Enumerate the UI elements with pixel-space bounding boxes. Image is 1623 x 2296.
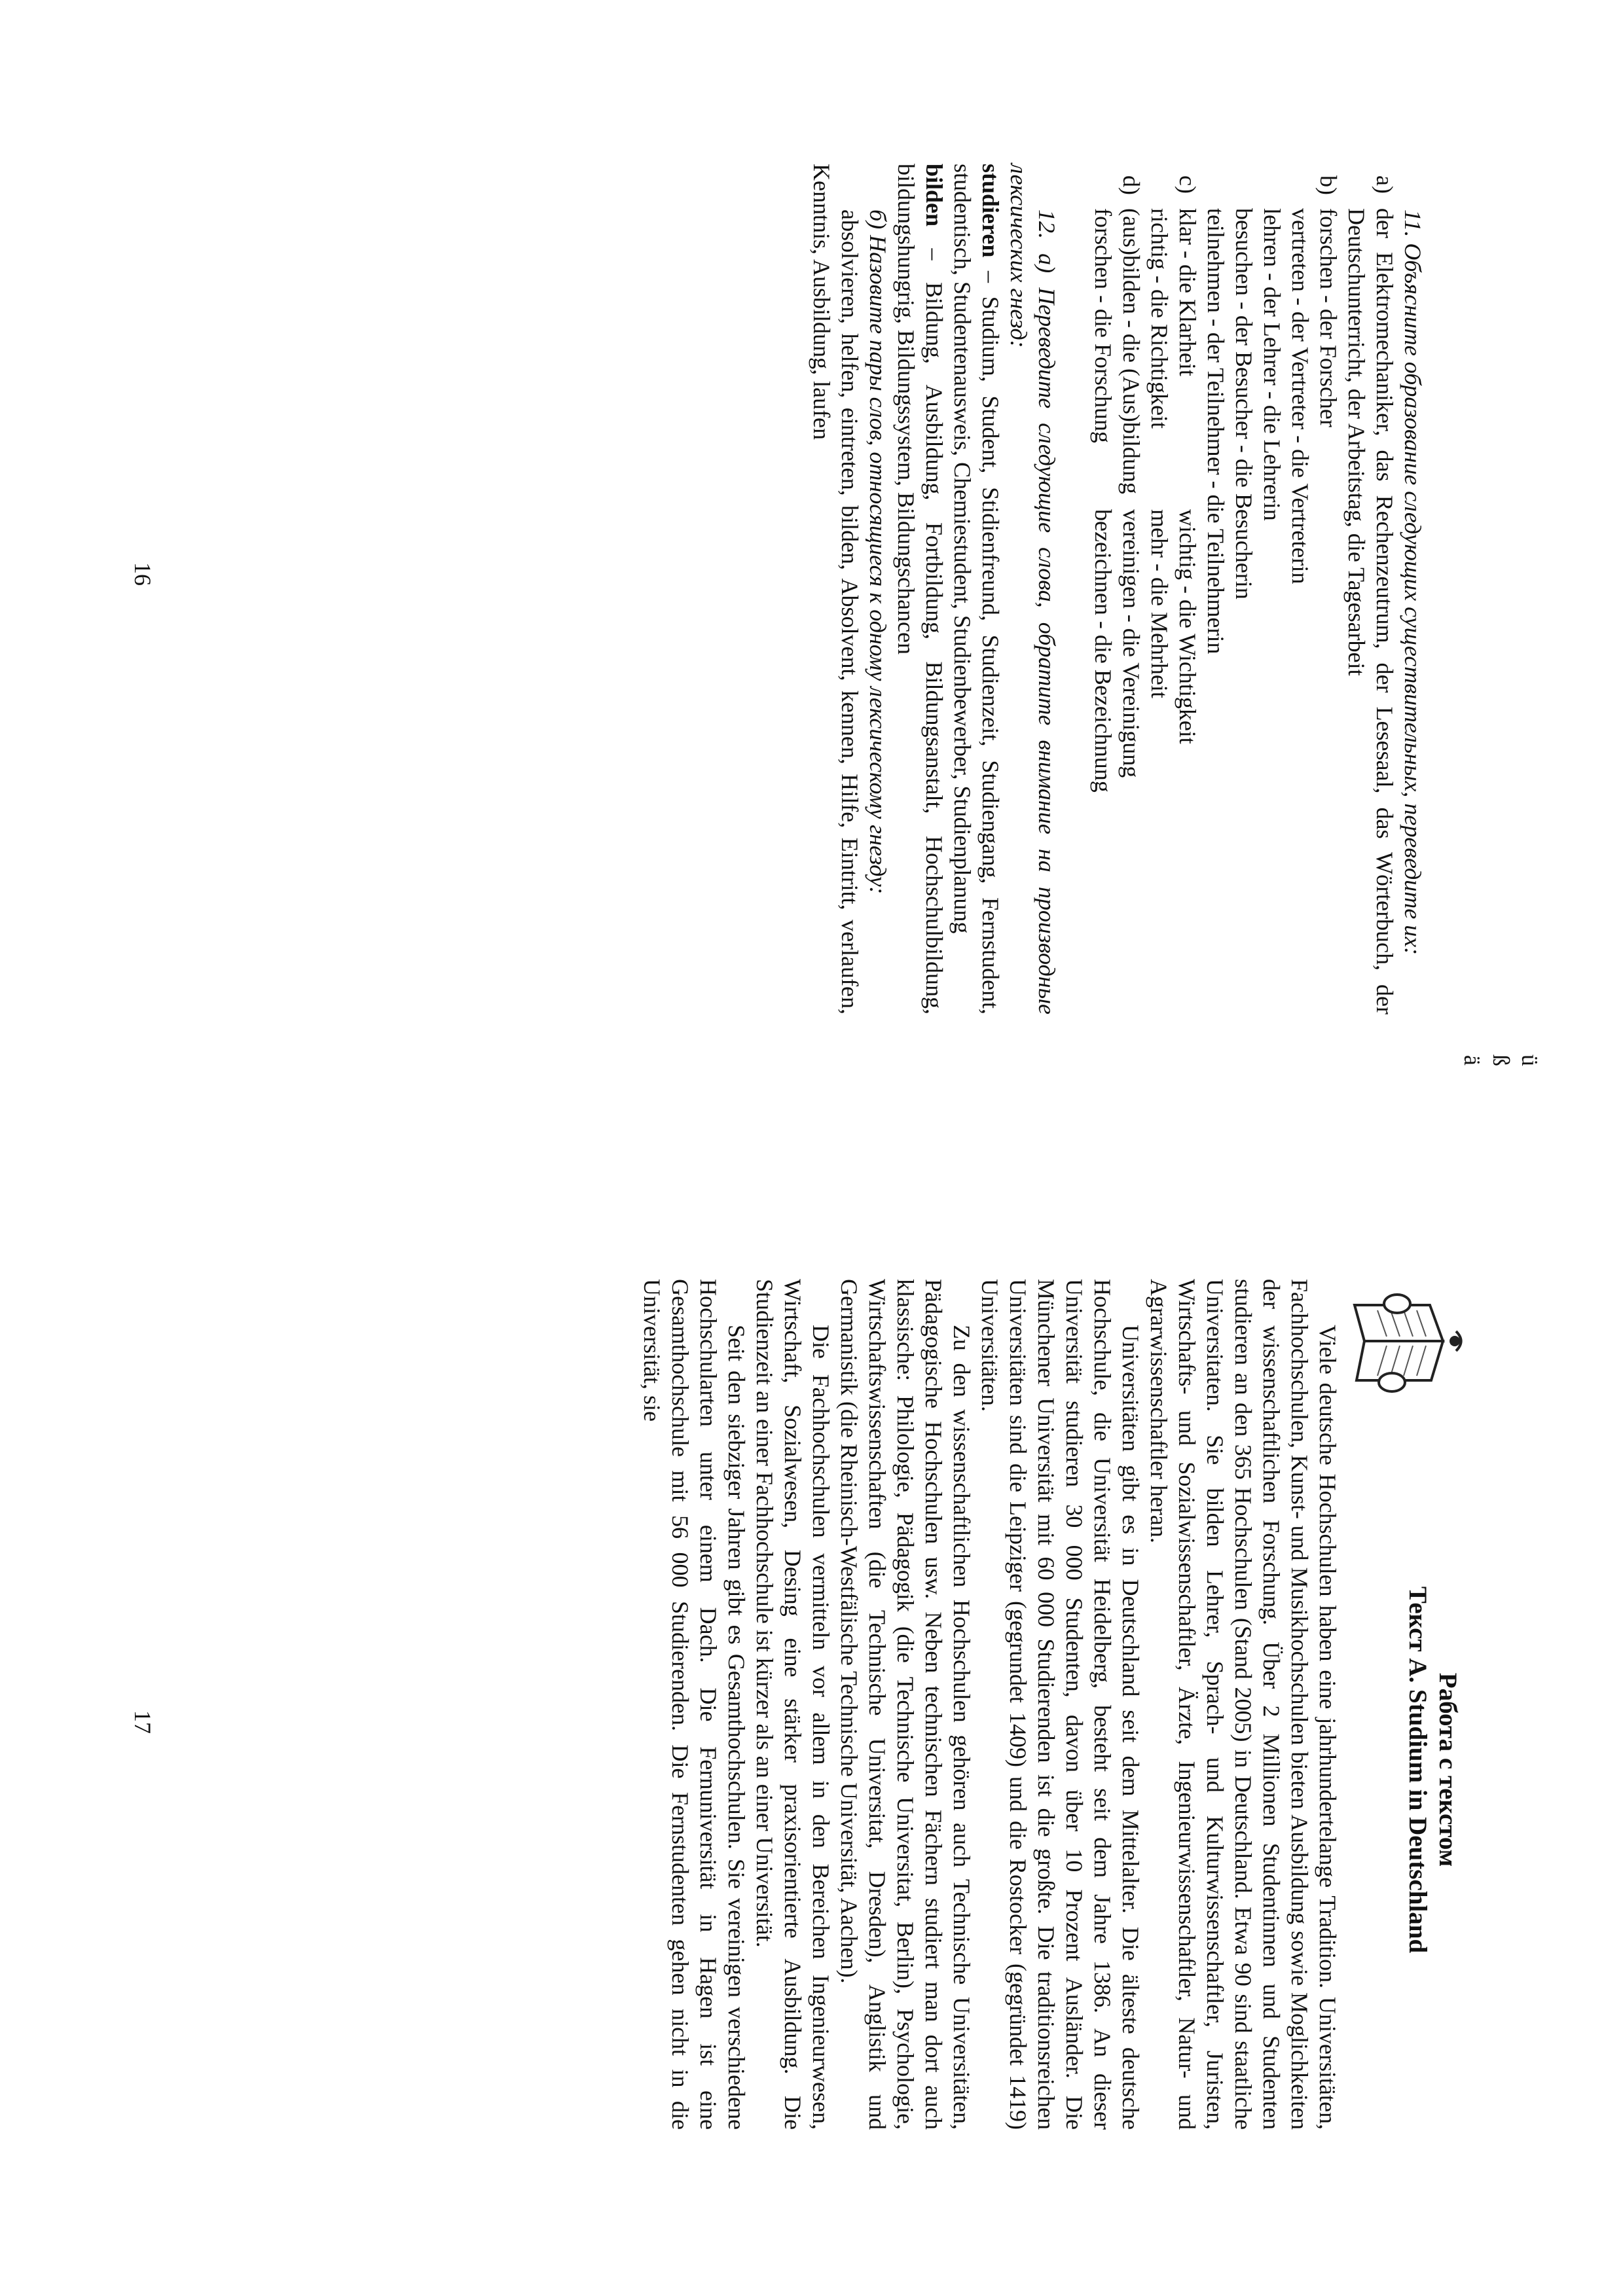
item-b-line: lehren - der Lehrer - die Lehrerin [1259, 208, 1285, 521]
item-c-row [1145, 208, 1173, 1014]
studieren-derivatives: – Studium, Student, Stidienfreund, Studienzeit, Studiengang, Fernstudent, studentisch, Studentenausweis, Chemiestudent, Studienbewerber, Studienplanung [949, 164, 1004, 1014]
item-b-line: besuchen - der Besucher - die Besucherin [1231, 208, 1257, 600]
task-11-heading [1398, 164, 1427, 1014]
item-c-cell: wichtig - die Wichtigkeit [1175, 509, 1201, 744]
task-11-item-c [1145, 164, 1201, 1014]
task-12-word-list: absolvieren, helfen, eintreten, bilden, Absolvent, kennen, Hilfe, Eintritt, verlaufen, Kenntnis, Ausbildung, laufen [809, 164, 863, 1014]
task-11-item-b [1201, 164, 1342, 1014]
studieren-word-family [948, 164, 1004, 1014]
item-d-mark: d) [1118, 175, 1144, 195]
page-17-content [638, 1279, 1469, 2130]
text-paragraph: Zu den wissenschaftlichen Hochschulen gehören auch Technische Universitäten, Pädagogische Hochschulen usw. Neben technischen Fächern studiert man dort auch klassische: Philologie, Pädagogik (die Technische Universitat, Berlin), Psychologie, Wirtschaftswissenschaften (die Technische Universitat, Dresden), Anglistik und Germanistik (die Rheinisch-Westfälische Technische Universität, Aachen). [836, 1279, 975, 2130]
bilden-headword: bilden [921, 164, 947, 227]
text-paragraph: Die Fachhochschulen vermitteln vor allem in den Bereichen Ingenieurwesen, Wirtschaft, Sozialwesen, Desing eine stärker praxisorientierte Ausbildung. Die Studienzeit an einer Fachhochschule ist kürzer als an einer Universität. [752, 1279, 834, 2130]
char-a-umlaut: ä [1459, 1055, 1486, 1066]
special-characters [1458, 1047, 1544, 1073]
item-d-row [1089, 208, 1117, 1014]
item-d-cell: bezeichnen - die Bezeichnung [1090, 509, 1116, 793]
page-17 [0, 1148, 1623, 2296]
char-u-umlaut: ü [1517, 1054, 1543, 1066]
task-11-item-d [1089, 164, 1145, 1014]
item-d-row [1117, 208, 1145, 1014]
task-12-instruction-a: а) Переведите следующие слова, обратите внимание на производные лексических гнезд: [1006, 164, 1060, 1014]
item-b-line: vertreten - der Vertreter - die Vertreterin [1287, 208, 1313, 584]
item-c-row [1173, 208, 1201, 1014]
char-eszett: ß [1488, 1054, 1514, 1066]
title-block [1338, 1279, 1469, 2130]
item-a-mark: a) [1372, 175, 1398, 194]
section-title: Работа с текстом [1434, 1672, 1462, 1867]
task-12-heading [1004, 164, 1061, 1014]
item-b-line: teilnehmen - der Teilnehmer - die Teilnehmerin [1203, 208, 1229, 655]
bilden-word-family [892, 164, 948, 1014]
page-16-content [807, 164, 1427, 1014]
text-paragraph: Universitäten gibt es in Deutschland seit dem Mittelalter. Die älteste deutsche Hochschule, die Universität Heidelberg, besteht seit dem Jahre 1386. An dieser Universität studieren 30 000 Studenten, davon über 10 Prozent Ausländer. Die Münchener Universität mit 60 000 Studierenden ist die großte. Die traditionsreichen Universitäten sind die Leipziger (gegrundet 1409) und die Rostocker (gegründet 1419) Universitäten. [977, 1279, 1144, 2130]
item-d-cell: (aus)bilden - die (Aus)bildung [1118, 208, 1144, 494]
task-12-number: 12. [1034, 209, 1060, 239]
item-c-cell: klar - die Klarheit [1175, 208, 1201, 376]
item-c-mark: c) [1175, 175, 1201, 194]
book-reader-icon [1345, 1285, 1469, 1400]
text-paragraph: Viele deutsche Hochschulen haben eine jahrhundertelange Tradition. Universitäten, Fachhochschulen, Kunst- und Musikhochschulen bieten Ausbildung sowie Moglichkeiten der wissenschaftlichen Forschung. Über 2 Millionen Studentinnen und Studenten studieren an den 365 Hochschulen (Stand 2005) in Deutschland. Etwa 90 sind staatliche Universitaten. Sie bilden Lehrer, Sprach- und Kulturwissenschaftler, Juristen, Wirtschafts- und Sozialwissenschaftler, Ärzte, Ingenieurwissenschaftler, Natur- und Agrarwissenschaftler heran. [1146, 1279, 1341, 2130]
item-d-cell: vereinigen - die Vereinigung [1118, 509, 1144, 778]
studieren-headword: studieren [977, 164, 1004, 258]
page-number: 16 [130, 562, 156, 586]
text-a-title: Текст А. Studium in Deutschland [1404, 1586, 1432, 1954]
item-a-text: der Elektromechaniker, das Rechenzeutrum, der Lesesaal, das Wörterbuch, der Deutschunterricht, der Arbeitstag, die Tagesarbeit [1343, 208, 1398, 1014]
page-number: 17 [130, 1710, 156, 1734]
bilden-derivatives: – Bildung, Ausbildung, Fortbildung, Bildungsanstalt, Hochschulbildung, bildungshungrig, Bildungssystem, Bildungschancen [893, 164, 947, 1014]
task-11-item-a [1342, 164, 1398, 1014]
task-11-instruction: Объясните образование следующих существительных, переведите их: [1400, 243, 1426, 956]
item-d-cell: forschen - die Forschung [1090, 208, 1116, 443]
item-b-line: forschen - der Forscher [1315, 208, 1341, 427]
text-paragraph: Seit den siebziger Jahren gibt es Gesamthochschulen. Sie vereinigen verschiedene Hochschularten unter einem Dach. Die Fernuniversität in Hagen ist eine Gesamthochschule mit 56 000 Studierenden. Die Fernstudenten gehen nicht in die Universität, sie [639, 1279, 750, 2130]
item-c-cell: richtig - die Richtigkeit [1146, 208, 1173, 429]
task-12-instruction-b: б) Назовите пары слов, относящиеся к одному лексическому гнезду: [865, 209, 891, 895]
task-11-number: 11. [1400, 209, 1426, 238]
item-c-cell: mehr - die Mehrheit [1146, 509, 1173, 698]
item-b-mark: b) [1315, 175, 1341, 195]
text-title [1402, 1410, 1463, 2130]
